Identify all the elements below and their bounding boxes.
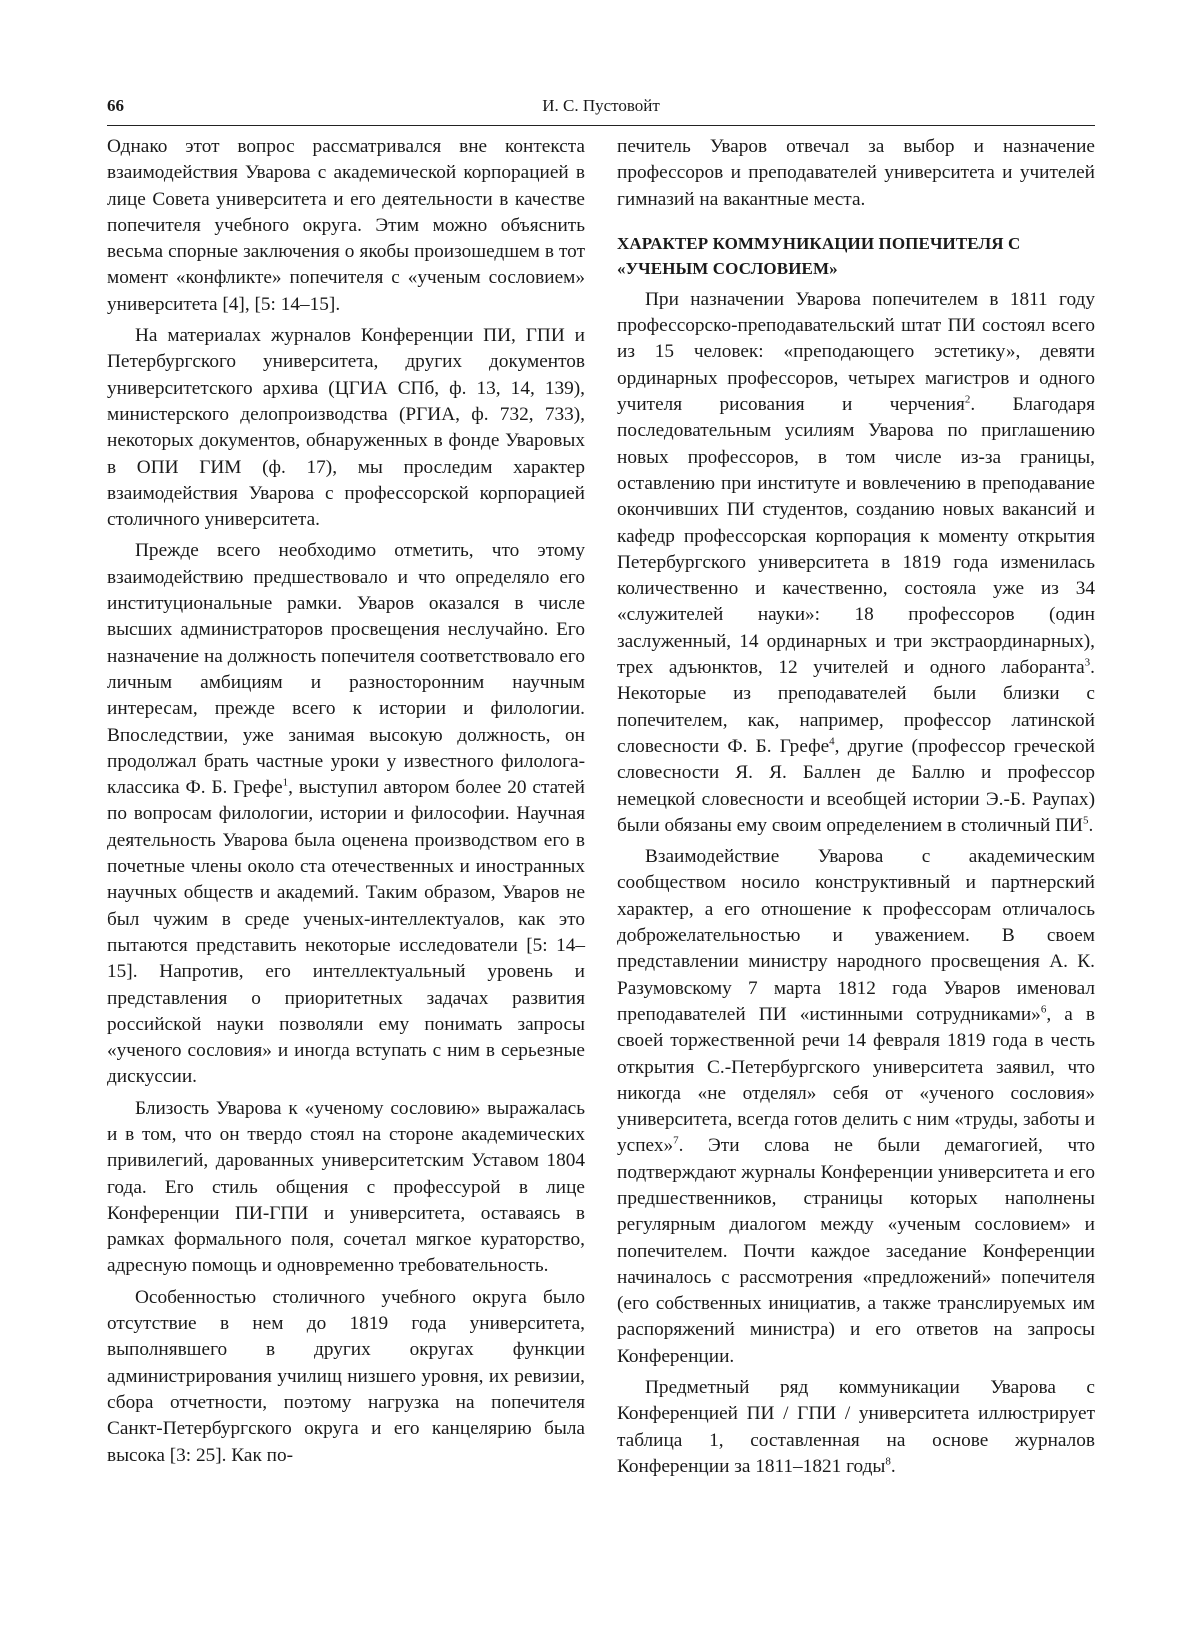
paragraph: Однако этот вопрос рассматривался вне контекста взаимодействия Уварова с академической корпорацией в лице Совета университета и его деятельности в качестве попечителя учебного округа. Этим можно объяснить весьма спорные заключения о якобы произошедшем в тот момент «конфликте» попечителя с «ученым сословием» университета [4], [5: 14–15]. — [107, 136, 585, 315]
paragraph — [617, 844, 1095, 1370]
page-number: 66 — [107, 96, 124, 115]
text-run: , другие (профессор греческой словесности Я. Я. Баллен де Баллю и профессор немецкой словесности и всеобщей истории Э.-Б. Раупах) были обязаны ему своим определением в столичный ПИ — [617, 735, 1095, 836]
header-rule — [107, 125, 1095, 126]
paragraph — [617, 1375, 1095, 1480]
text-run: , а в своей торжественной речи 14 февраля 1819 года в честь открытия С.-Петербургского университета заявил, что никогда «не отделял» себя от «ученого сословия» университета, всегда готов делить с ним «труды, заботы и успех» — [617, 1003, 1095, 1157]
text-run: Прежде всего необходимо отметить, что этому взаимодействию предшествовало и что определяло его институциональные рамки. Уваров оказался в числе высших администраторов просвещения неслучайно. Его назначение на должность попечителя соответствовало его личным амбициям и разносторонним научным интересам, прежде всего к истории и филологии. Впоследствии, уже занимая высокую должность, он продолжал брать частные уроки у известного филолога-классика Ф. Б. Грефе — [107, 540, 585, 799]
running-head-author: И. С. Пустовойт — [542, 96, 660, 115]
footnote-ref: 3 — [1084, 656, 1091, 669]
footnote-ref: 6 — [1040, 1003, 1047, 1016]
footnote-ref: 1 — [282, 776, 289, 789]
text-run: Взаимодействие Уварова с академическим сообществом носило конструктивный и партнерский характер, а его отношение к профессорам отличалось доброжелательностью и уважением. В своем представлении министру народного просвещения А. К. Разумовскому 7 марта 1812 года Уваров именовал преподавателей ПИ «истинными сотрудниками» — [617, 846, 1095, 1025]
left-column — [107, 134, 585, 1469]
text-run: . Благодаря последовательным усилиям Уварова по приглашению новых профессоров, в том числе из-за границы, оставлению при институте и вовлечению в преподавание окончивших ПИ студентов, созданию новых вакансий и кафедр профессорская корпорация к моменту открытия Петербургского университета в 1819 года изменилась количественно и качественно, состояла уже из 34 «служителей науки»: 18 профессоров (один заслуженный, 14 ординарных и три экстраординарных), трех адъюнктов, 12 учителей и одного лаборанта — [617, 394, 1095, 679]
text-run: . Эти слова не были демагогией, что подтверждают журналы Конференции университета и его предшественников, страницы которых наполнены регулярным диалогом между «ученым сословием» и попечителем. Почти каждое заседание Конференции начиналось с рассмотрения «предложений» попечителя (его собственных инициатив, а также транслируемых им распоряжений министра) и его ответов на запросы Конференции. — [617, 1135, 1095, 1367]
paragraph — [107, 538, 585, 1090]
paragraph: Близость Уварова к «ученому сословию» выражалась и в том, что он твердо стоял на стороне академических привилегий, дарованных университетским Уставом 1804 года. Его стиль общения с профессурой в лице Конференции ПИ-ГПИ и университета, оставаясь в рамках формального поля, сочетал мягкое кураторство, адресную помощь и одновременно требовательность. — [107, 1097, 585, 1277]
footnote-ref: 8 — [885, 1455, 891, 1468]
page-header — [107, 90, 1095, 122]
footnote-ref: 4 — [829, 735, 835, 748]
footnote-ref: 7 — [673, 1134, 679, 1147]
text-run: . — [890, 1455, 896, 1477]
text-run: , выступил автором более 20 статей по вопросам филологии, истории и философии. Научная деятельность Уварова была оценена производством его в почетные члены около ста отечественных и иностранных научных обществ и академий. Таким образом, Уваров не был чужим в среде ученых-интеллектуалов, как это пытаются представить некоторые исследователи [5: 14–15]. Напротив, его интеллектуальный уровень и представления о приоритетных задачах развития российской науки позволяли ему понимать запросы «ученого сословия» и иногда вступать с ним в серьезные дискуссии. — [107, 777, 585, 1088]
paragraph: печитель Уваров отвечал за выбор и назначение профессоров и преподавателей университета и учителей гимназий на вакантные места. — [617, 136, 1095, 210]
paragraph — [617, 287, 1095, 839]
text-run: . Некоторые из преподавателей были близки с попечителем, как, например, профессор латинской словесности Ф. Б. Грефе — [617, 657, 1095, 757]
text-run: . — [1088, 814, 1094, 836]
text-run: Предметный ряд коммуникации Уварова с Конференцией ПИ / ГПИ / университета иллюстрирует таблица 1, составленная на основе журналов Конференции за 1811–1821 годы — [617, 1377, 1095, 1477]
right-column — [617, 134, 1095, 1480]
text-run: При назначении Уварова попечителем в 1811 году профессорско-преподавательский штат ПИ состоял всего из 15 человек: «преподающего эстетику», девяти ординарных профессоров, четырех магистров и одного учителя рисования и черчения — [617, 288, 1095, 416]
section-heading: ХАРАКТЕР КОММУНИКАЦИИ ПОПЕЧИТЕЛЯ С «УЧЕНЫМ СОСЛОВИЕМ» — [617, 233, 1021, 278]
paragraph: Особенностью столичного учебного округа было отсутствие в нем до 1819 года университета, выполнявшего в других округах функции администрирования училищ низшего уровня, их ревизии, сбора отчетности, поэтому нагрузка на попечителя Санкт-Петербургского округа и его канцелярию была высока [3: 25]. Как по- — [107, 1286, 585, 1466]
footnote-ref: 2 — [964, 393, 971, 406]
footnote-ref: 5 — [1082, 814, 1089, 827]
paragraph: На материалах журналов Конференции ПИ, ГПИ и Петербургского университета, других документов университетского архива (ЦГИА СПб, ф. 13, 14, 139), министерского делопроизводства (РГИА, ф. 732, 733), некоторых документов, обнаруженных в фонде Уваровых в ОПИ ГИМ (ф. 17), мы проследим характер взаимодействия Уварова с профессорской корпорацией столичного университета. — [107, 325, 585, 531]
